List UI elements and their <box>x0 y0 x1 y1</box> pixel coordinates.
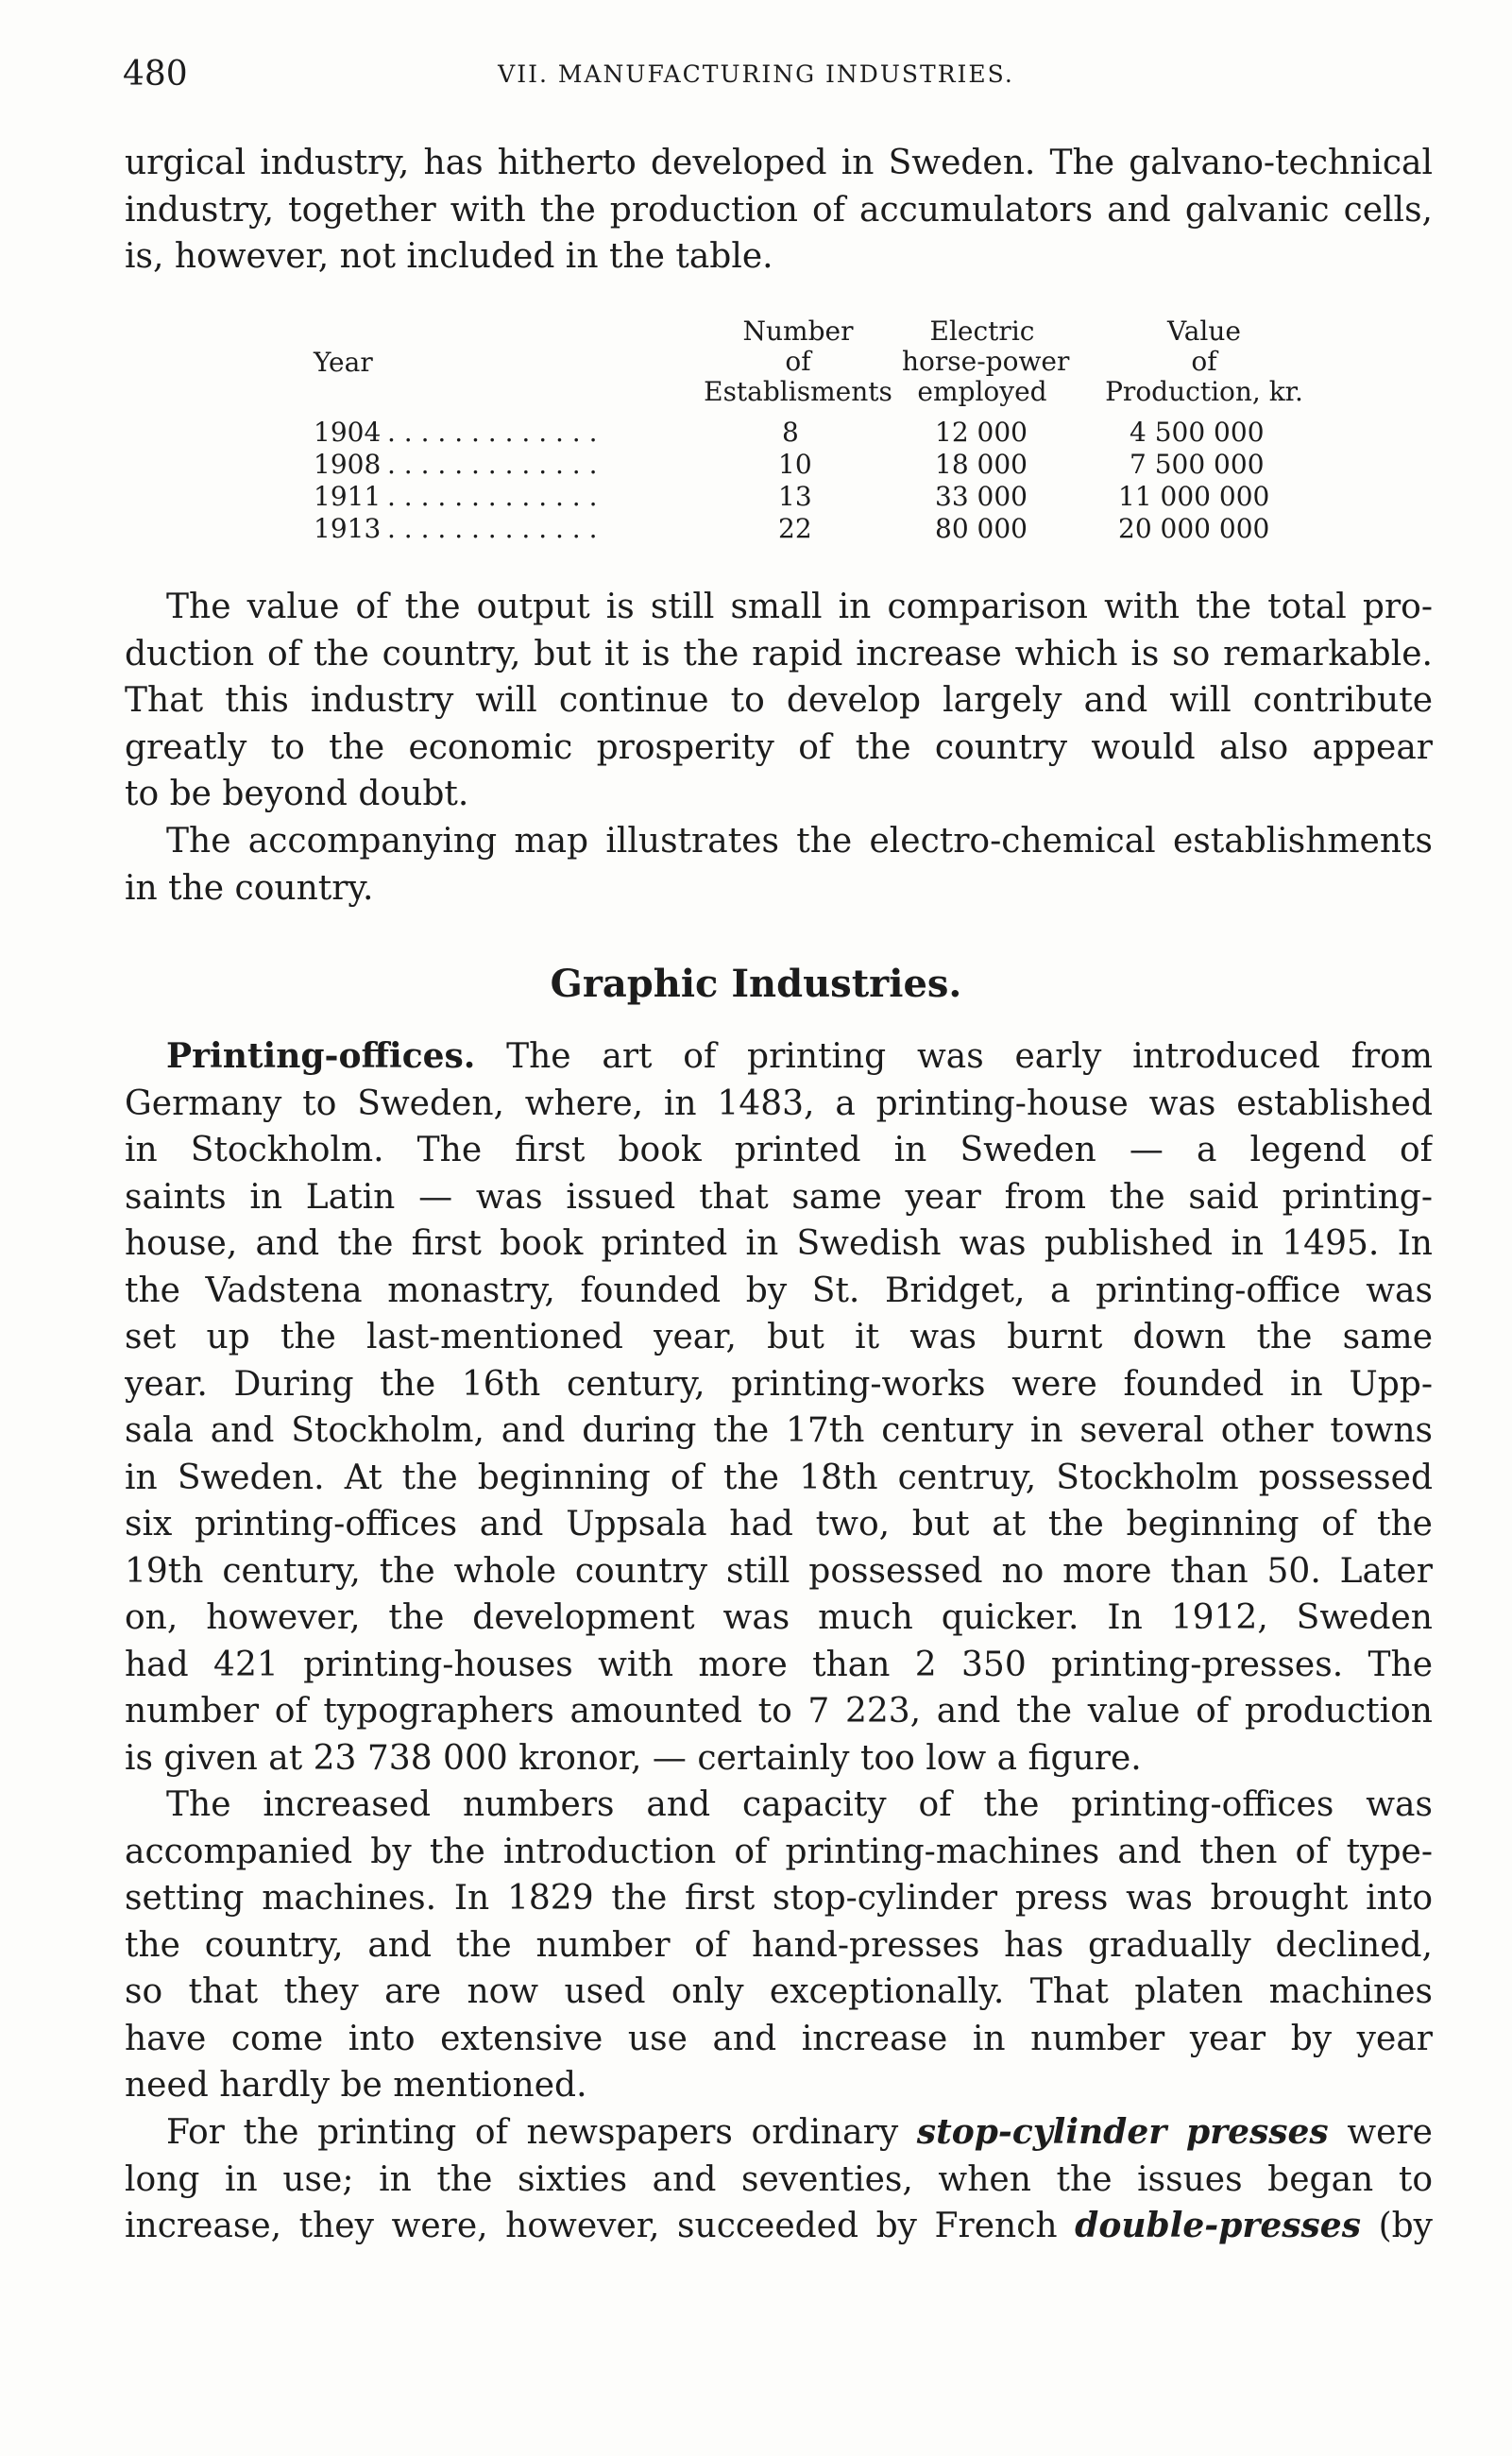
header-line: horse-power <box>902 346 1070 377</box>
text-line: number of typographers amounted to 7 223, and the value of production <box>125 1692 1433 1731</box>
text-line <box>125 2109 1433 2157</box>
text-line: Germany to Sweden, where, in 1483, a printing-house was established <box>125 1083 1433 1123</box>
text-span: (by <box>1378 2207 1433 2245</box>
paragraph-capacity <box>125 1782 1433 2109</box>
header-line: Production, kr. <box>1105 376 1303 407</box>
emphasis-term: stop-cylinder presses <box>916 2112 1329 2152</box>
text-line: had 421 printing-houses with more than 2 350 printing-presses. The <box>125 1645 1433 1684</box>
text-line: saints in Latin — was issued that same year from the said printing- <box>125 1177 1433 1217</box>
text-span: were <box>1347 2113 1433 2152</box>
table-header-year: Year <box>314 347 373 378</box>
cell-value: 4 500 000 <box>1130 417 1265 448</box>
text-span: The art of printing was early introduced from <box>506 1037 1433 1076</box>
cell-year: 1911 <box>314 481 382 512</box>
cell-value: 20 000 000 <box>1118 513 1270 544</box>
text-line: accompanied by the introduction of printing-machines and then of type- <box>125 1832 1433 1871</box>
run-in-heading: Printing-offices. <box>166 1036 476 1076</box>
cell-horsepower: 18 000 <box>935 449 1028 480</box>
text-line <box>125 2203 1433 2250</box>
cell-establishments: 13 <box>778 481 812 512</box>
text-line: long in use; in the sixties and seventies, when the issues began to <box>125 2159 1433 2199</box>
cell-year: 1913 <box>314 513 382 544</box>
header-line: Electric <box>929 316 1035 347</box>
text-line: urgical industry, has hitherto developed in Sweden. The galvano-technical <box>125 144 1433 182</box>
text-line: greatly to the economic prosperity of the country would also appear <box>125 727 1433 767</box>
cell-horsepower: 12 000 <box>935 417 1028 448</box>
section-heading: Graphic Industries. <box>550 962 962 1006</box>
table-header-value <box>1100 316 1308 407</box>
cell-year: 1904 <box>314 417 382 448</box>
text-line: duction of the country, but it is the rapid increase which is so remarkable. <box>125 634 1433 674</box>
running-title: VII. MANUFACTURING INDUSTRIES. <box>498 60 1014 88</box>
cell-dots: . . . . . . . . . . . . . <box>387 417 598 448</box>
paragraph-newspapers <box>125 2109 1433 2250</box>
cell-dots: . . . . . . . . . . . . . <box>387 449 598 480</box>
text-line: house, and the first book printed in Swedish was published in 1495. In <box>125 1224 1433 1263</box>
paragraph-map <box>125 818 1433 912</box>
cell-horsepower: 33 000 <box>935 481 1028 512</box>
text-line: the Vadstena monastry, founded by St. Bridget, a printing-office was <box>125 1271 1433 1310</box>
text-line: industry, together with the production of accumulators and galvanic cells, <box>125 190 1433 230</box>
text-line: That this industry will continue to develop largely and will contribute <box>125 681 1433 720</box>
cell-value: 7 500 000 <box>1130 449 1265 480</box>
header-line: Number <box>742 316 854 347</box>
text-line: is, however, not included in the table. <box>125 237 773 276</box>
header-line: of <box>1191 346 1217 377</box>
cell-horsepower: 80 000 <box>935 513 1028 544</box>
text-span: increase, they were, however, succeeded by French <box>125 2207 1058 2245</box>
header-line: Establisments <box>704 376 892 407</box>
text-line: sala and Stockholm, and during the 17th century in several other towns <box>125 1411 1433 1450</box>
text-line: in the country. <box>125 868 374 908</box>
paragraph-output-value <box>125 584 1433 818</box>
text-line: to be beyond doubt. <box>125 775 469 813</box>
text-line: 19th century, the whole country still possessed no more than 50. Later <box>125 1551 1433 1591</box>
text-line: The increased numbers and capacity of the printing-offices was <box>166 1785 1433 1824</box>
text-line: the country, and the number of hand-presses has gradually declined, <box>125 1925 1433 1965</box>
table-header-establishments <box>699 316 897 407</box>
cell-dots: . . . . . . . . . . . . . <box>387 513 598 544</box>
text-line: setting machines. In 1829 the first stop-cylinder press was brought into <box>125 1879 1433 1918</box>
text-line: need hardly be mentioned. <box>125 2066 587 2105</box>
text-line: The value of the output is still small in comparison with the total pro- <box>166 588 1433 626</box>
text-span: For the printing of newspapers ordinary <box>166 2113 899 2152</box>
text-line: The accompanying map illustrates the electro-chemical establishments <box>166 822 1433 861</box>
paragraph-printing-offices <box>125 1033 1433 1782</box>
cell-establishments: 22 <box>778 513 812 544</box>
text-line: in Sweden. At the beginning of the 18th centruy, Stockholm possessed <box>125 1458 1433 1497</box>
cell-dots: . . . . . . . . . . . . . <box>387 481 598 512</box>
text-line: on, however, the development was much quicker. In 1912, Sweden <box>125 1598 1433 1637</box>
page-number: 480 <box>123 55 188 94</box>
header-line: of <box>785 346 811 377</box>
text-line: year. During the 16th century, printing-works were founded in Upp- <box>125 1364 1433 1404</box>
header-line: Value <box>1167 316 1241 347</box>
header-line: employed <box>917 376 1047 407</box>
cell-establishments: 8 <box>782 417 799 448</box>
text-line: so that they are now used only exceptionally. That platen machines <box>125 1972 1433 2011</box>
text-line: in Stockholm. The first book printed in Sweden — a legend of <box>125 1131 1433 1169</box>
intro-paragraph <box>125 140 1433 281</box>
cell-establishments: 10 <box>778 449 812 480</box>
text-line: set up the last-mentioned year, but it was burnt down the same <box>125 1318 1433 1356</box>
text-line: is given at 23 738 000 kronor, — certainly too low a figure. <box>125 1738 1142 1778</box>
cell-year: 1908 <box>314 449 382 480</box>
text-line: six printing-offices and Uppsala had two, but at the beginning of the <box>125 1505 1433 1544</box>
text-line <box>125 1033 1433 1081</box>
table-header-horsepower <box>902 316 1070 407</box>
emphasis-term: double-presses <box>1075 2206 1361 2245</box>
text-line: have come into extensive use and increase in number year by year <box>125 2019 1433 2058</box>
cell-value: 11 000 000 <box>1118 481 1270 512</box>
